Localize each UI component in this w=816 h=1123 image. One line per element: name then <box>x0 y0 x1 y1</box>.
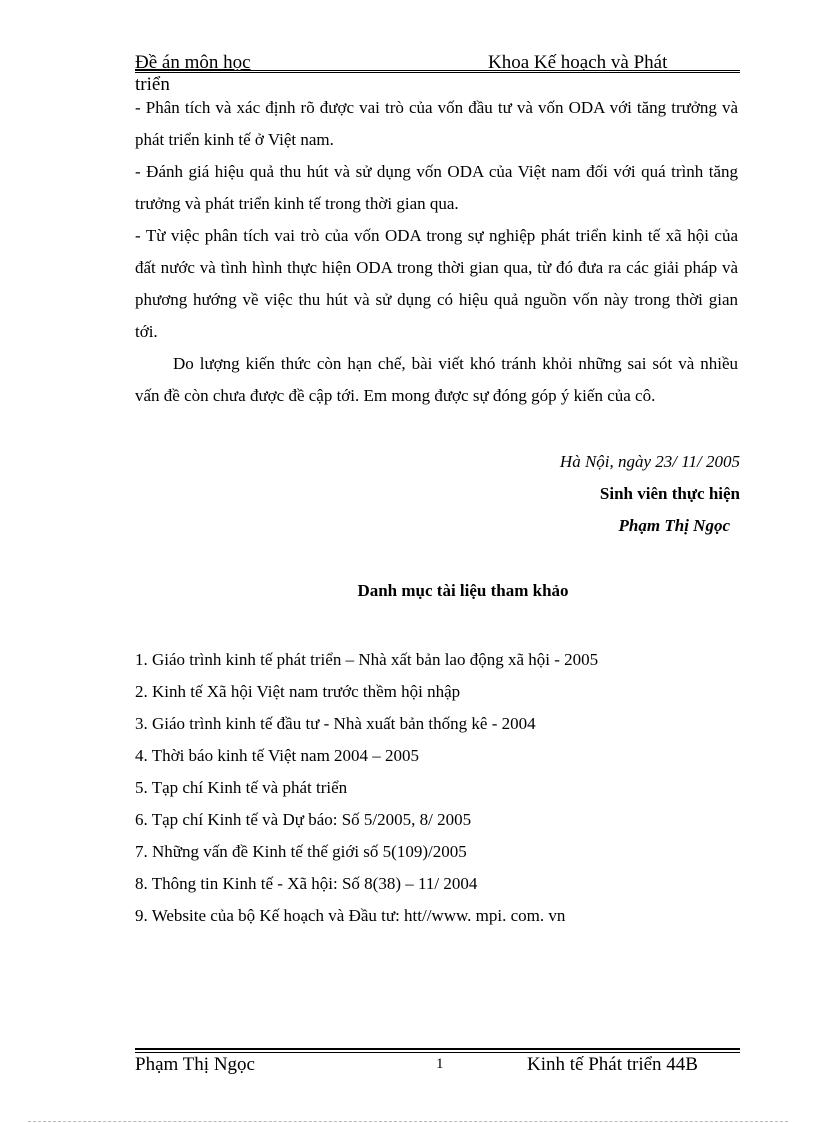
references-list <box>135 644 738 932</box>
signature-name: Phạm Thị Ngọc <box>618 516 730 535</box>
footer-rule <box>135 1048 740 1053</box>
paragraph-objective-1: - Phân tích và xác định rõ được vai trò của vốn đầu tư và vốn ODA với tăng trưởng và phát triển kinh tế ở Việt nam. <box>135 98 738 149</box>
references-title: Danh mục tài liệu tham khảo <box>357 581 569 600</box>
reference-item: 1. Giáo trình kinh tế phát triển – Nhà xất bản lao động xã hội - 2005 <box>135 650 599 669</box>
footer-class: Kinh tế Phát triển 44B <box>527 1054 698 1075</box>
signature-label: Sinh viên thực hiện <box>599 484 740 503</box>
paragraph-objective-2: - Đánh giá hiệu quả thu hút và sử dụng vốn ODA của Việt nam đối với quá trình tăng trưởng và phát triển kinh tế trong thời gian qua. <box>135 162 738 213</box>
body-text <box>135 92 738 412</box>
reference-item: 7. Những vấn đề Kinh tế thế giới số 5(109)/2005 <box>135 842 467 861</box>
header-course-title: Đề án môn học <box>135 52 251 73</box>
page-header <box>135 52 740 72</box>
header-faculty: Khoa Kế hoạch và Phát <box>488 52 668 73</box>
paragraph-objective-3: - Từ việc phân tích vai trò của vốn ODA trong sự nghiệp phát triển kinh tế xã hội của đất nước và tình hình thực hiện ODA trong thời gian qua, từ đó đưa ra các giải pháp và phương hướng về việc thu hút và sử dụng có hiệu quả nguồn vốn này trong thời gian tới. <box>135 226 738 341</box>
footer-author: Phạm Thị Ngọc <box>135 1054 255 1075</box>
reference-item: 3. Giáo trình kinh tế đầu tư - Nhà xuất bản thống kê - 2004 <box>135 714 536 733</box>
reference-item: 6. Tạp chí Kinh tế và Dự báo: Số 5/2005, 8/ 2005 <box>135 810 472 829</box>
page-number: 1 <box>436 1056 444 1072</box>
reference-item: 4. Thời báo kinh tế Việt nam 2004 – 2005 <box>135 746 420 765</box>
reference-item: 2. Kinh tế Xã hội Việt nam trước thềm hội nhập <box>135 682 461 701</box>
paragraph-closing: Do lượng kiến thức còn hạn chế, bài viết khó tránh khỏi những sai sót và nhiều vấn đề còn chưa được đề cập tới. Em mong được sự đóng góp ý kiến của cô. <box>135 354 738 405</box>
page-bottom-edge <box>28 1121 788 1122</box>
reference-item: 9. Website của bộ Kế hoạch và Đầu tư: htt//www. mpi. com. vn <box>135 906 566 925</box>
reference-item: 8. Thông tin Kinh tế - Xã hội: Số 8(38) – 11/ 2004 <box>135 874 478 893</box>
reference-item: 5. Tạp chí Kinh tế và phát triển <box>135 778 348 797</box>
header-rule <box>135 70 740 73</box>
header-faculty-wrap: triển <box>135 74 170 95</box>
signature-date: Hà Nội, ngày 23/ 11/ 2005 <box>559 452 740 471</box>
